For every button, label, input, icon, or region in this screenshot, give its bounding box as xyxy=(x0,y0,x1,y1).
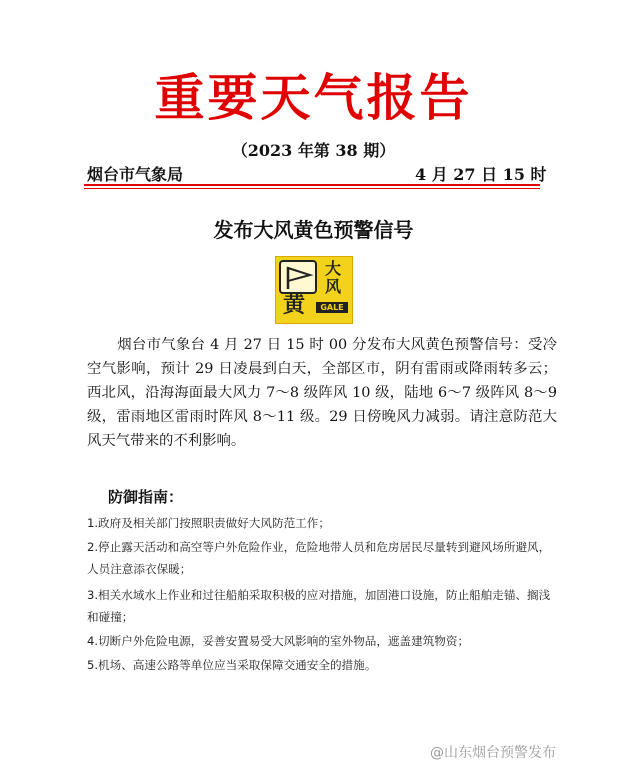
weibo-watermark: @山东烟台预警发布 xyxy=(430,745,556,761)
guide-item: 3.相关水域水上作业和过往船舶采取积极的应对措施，加固港口设施，防止船舶走锚、搁浅和碰撞； xyxy=(87,588,551,624)
guide-item: 2.停止露天活动和高空等户外危险作业，危险地带人员和危房居民尽量转到避风场所避风，人员注意添衣保暖； xyxy=(87,540,551,576)
signal-yellow-char: 黄 xyxy=(283,293,306,318)
header-divider-thick xyxy=(84,184,540,186)
guide-item: 1.政府及相关部门按照职责做好大风防范工作； xyxy=(87,516,330,530)
signal-gale-label: GALE xyxy=(316,302,348,313)
gale-yellow-warning-icon xyxy=(275,256,353,324)
warning-heading: 发布大风黄色预警信号 xyxy=(213,218,414,242)
signal-da-char: 大 xyxy=(325,259,342,278)
warning-body-text: 烟台市气象台 4 月 27 日 15 时 00 分发布大风黄色预警信号：受冷空气影响，预计 29 日凌晨到白天，全部区市，阴有雷雨或降雨转多云；西北风，沿海海面最大风力 7～8 级阵风 10 级，陆地 6～7 级阵风 8～9 级，雷雨地区雷雨时阵风 8～11 级。29 日傍晚风力减弱。请注意防范大风天气带来的不利影响。 xyxy=(87,337,557,449)
header-divider-thin xyxy=(84,188,540,189)
signal-feng-char: 风 xyxy=(325,277,342,296)
warning-body xyxy=(87,333,557,453)
report-title: 重要天气报告 xyxy=(154,68,473,127)
guide-item: 5.机场、高速公路等单位应当采取保障交通安全的措施。 xyxy=(87,658,377,672)
issue-datetime: 4 月 27 日 15 时 xyxy=(415,165,547,184)
issuing-agency: 烟台市气象局 xyxy=(87,165,184,184)
guide-item: 4.切断户外危险电源，妥善安置易受大风影响的室外物品，遮盖建筑物资； xyxy=(87,634,470,648)
guide-title: 防御指南： xyxy=(108,488,184,506)
issue-number: （2023 年第 38 期） xyxy=(231,141,396,160)
